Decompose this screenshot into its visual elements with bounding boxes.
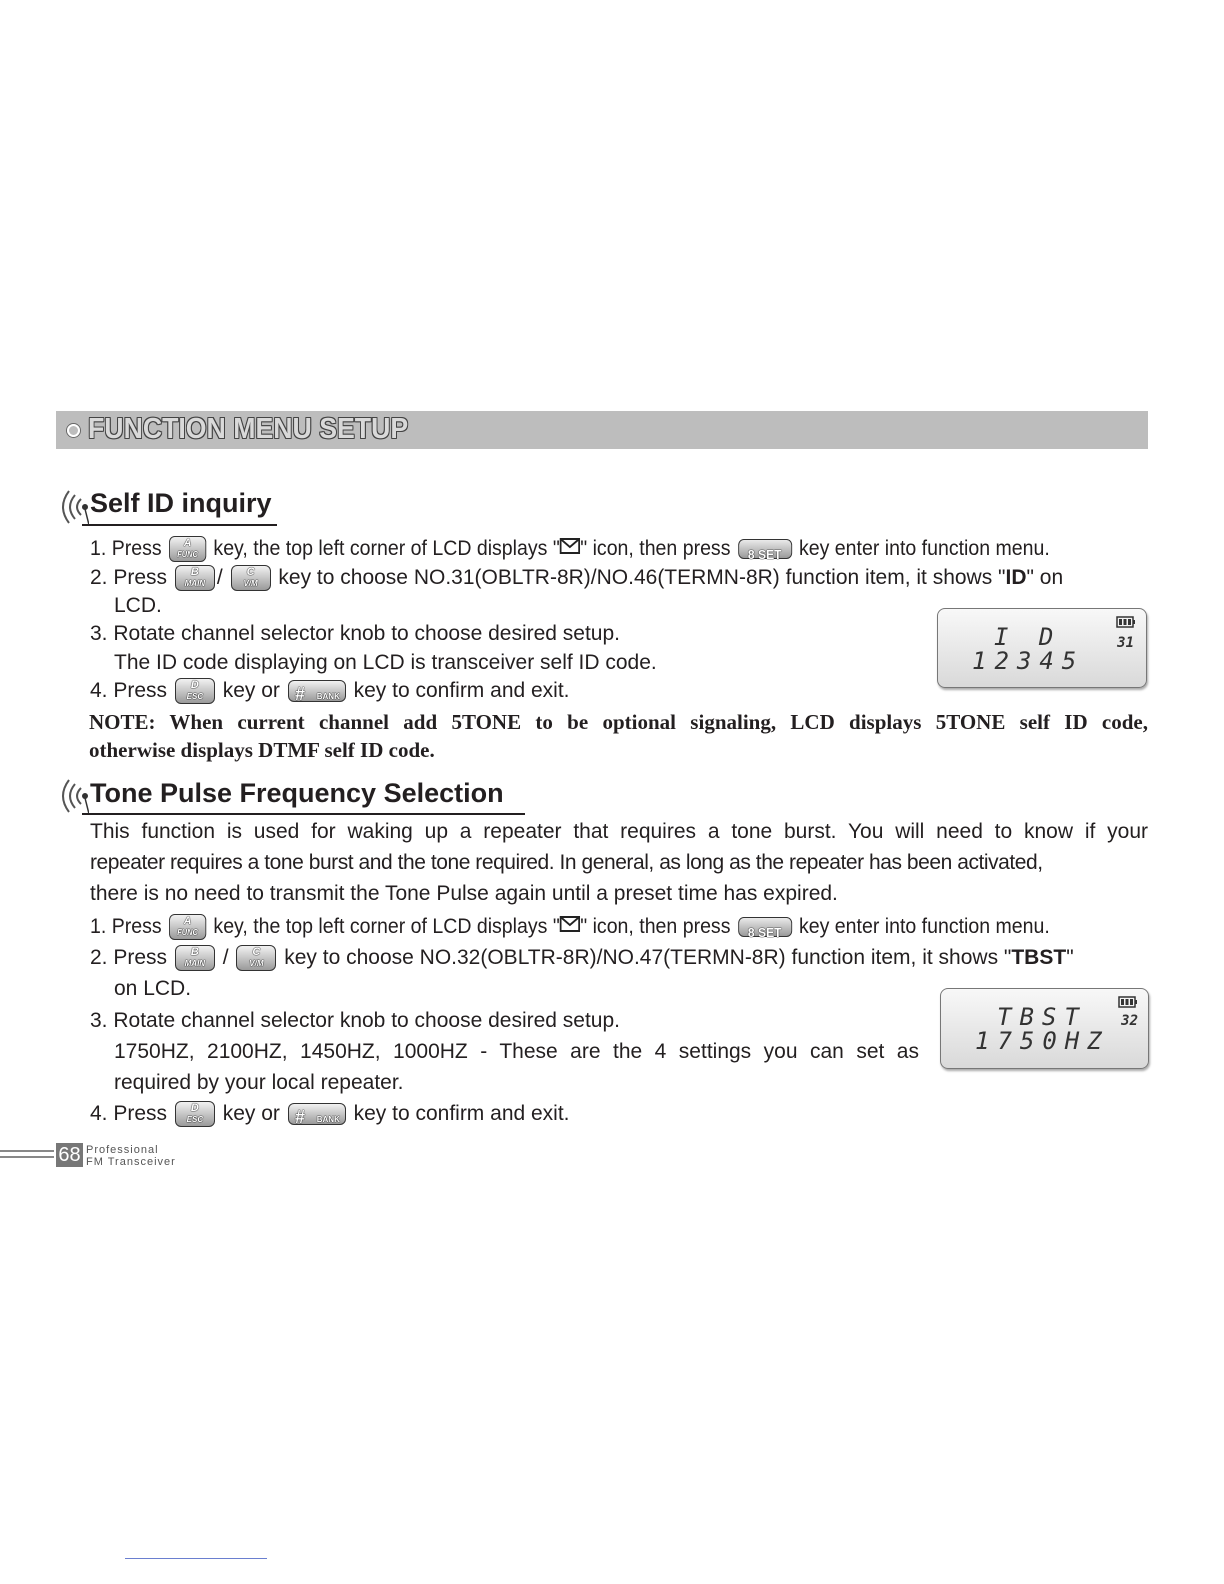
tone-pulse-step-3-detail-2: required by your local repeater. — [114, 1071, 404, 1094]
key-bottom-label: FUNC — [177, 550, 198, 560]
self-id-step-1 — [90, 536, 1050, 562]
set-key-icon — [738, 917, 792, 941]
key-label: 8 SET — [747, 547, 782, 563]
tone-pulse-intro-2: repeater requires a tone burst and the tone required. In general, as long as the repeater has been activated, — [90, 851, 1043, 874]
key-top-label: B — [190, 566, 199, 579]
section-underline — [82, 524, 277, 526]
tone-pulse-intro-3: there is no need to transmit the Tone Pulse again until a preset time has expired. — [90, 882, 838, 905]
step-text: 1. Press — [90, 915, 162, 938]
lcd-menu-number: 32 — [1121, 1013, 1138, 1029]
self-id-step-3: 3. Rotate channel selector knob to choose desired setup. — [90, 622, 621, 645]
step-text: key enter into function menu. — [798, 915, 1050, 938]
key-bottom-label: ESC — [186, 692, 204, 702]
key-label: 8 SET — [747, 925, 782, 941]
key-top-label: A — [183, 537, 192, 550]
key-bottom-label: V/M — [249, 959, 264, 969]
key-bottom-label: V/M — [243, 579, 258, 589]
d-esc-key-icon — [175, 678, 215, 704]
self-id-step-2 — [90, 565, 1063, 591]
page-number: 68 — [56, 1143, 83, 1167]
step-text: key to choose NO.32(OBLTR-8R)/NO.47(TERMN-8R) function item, it shows " — [284, 946, 1012, 969]
lcd-line-1: I D — [994, 623, 1062, 651]
page-title: FUNCTION MENU SETUP — [88, 413, 409, 445]
hash-bank-key-icon — [288, 1103, 346, 1128]
lcd-line-2: 12345 — [972, 647, 1085, 675]
tone-pulse-step-2-cont: on LCD. — [114, 977, 192, 1000]
self-id-step-4 — [90, 678, 570, 704]
key-sub-label: BANK — [316, 692, 340, 702]
self-id-step-2-cont: LCD. — [114, 594, 162, 617]
step-text: 1. Press — [90, 537, 162, 560]
step-text: 2. Press — [90, 946, 168, 969]
step-text: 4. Press — [90, 1102, 168, 1125]
battery-icon — [1118, 995, 1138, 1013]
step-text: " icon, then press — [580, 915, 731, 938]
step-text: key enter into function menu. — [798, 537, 1050, 560]
lcd-line-2: 1750HZ — [975, 1027, 1110, 1055]
step-text: 4. Press — [90, 679, 168, 702]
b-main-key-icon — [175, 945, 215, 971]
radio-wave-icon — [55, 487, 89, 534]
step-text: / — [216, 566, 223, 589]
key-sub-label: BANK — [316, 1115, 340, 1125]
c-vm-key-icon — [236, 945, 276, 971]
key-bottom-label: FUNC — [177, 928, 198, 938]
banner-bullet-icon — [67, 424, 80, 437]
step-text: " on — [1026, 566, 1064, 589]
key-top-label: C — [246, 566, 255, 579]
step-text: key, the top left corner of LCD displays " — [213, 537, 560, 560]
lcd-keyword: TBST — [1011, 946, 1067, 969]
step-text: key to confirm and exit. — [353, 679, 570, 702]
lcd-display-tbst — [940, 988, 1149, 1069]
envelope-icon — [560, 914, 580, 940]
footnote-rule — [125, 1558, 267, 1559]
lcd-display-id — [937, 608, 1147, 688]
hash-bank-key-icon — [288, 680, 346, 705]
tone-pulse-step-2 — [90, 945, 1074, 971]
section-title-self-id: Self ID inquiry — [90, 488, 272, 518]
d-esc-key-icon — [175, 1101, 215, 1127]
battery-icon — [1116, 615, 1136, 633]
tone-pulse-step-3: 3. Rotate channel selector knob to choose desired setup. — [90, 1009, 621, 1032]
footer-line-2: FM Transceiver — [86, 1156, 176, 1168]
envelope-icon — [560, 536, 580, 562]
self-id-step-3-detail: The ID code displaying on LCD is transceiver self ID code. — [114, 651, 657, 674]
footer-line-1: Professional — [86, 1144, 159, 1156]
footer-rule — [0, 1156, 54, 1158]
lcd-menu-number: 31 — [1117, 635, 1134, 651]
step-text: 2. Press — [90, 566, 168, 589]
tone-pulse-step-3-detail: 1750HZ, 2100HZ, 1450HZ, 1000HZ - These are the 4 settings you can set as — [114, 1040, 919, 1063]
key-top-label: A — [183, 915, 192, 928]
key-label: # — [294, 684, 305, 705]
radio-wave-icon — [55, 776, 89, 823]
step-text: key to choose NO.31(OBLTR-8R)/NO.46(TERMN-8R) function item, it shows " — [278, 566, 1006, 589]
key-top-label: D — [190, 679, 199, 692]
step-text: key to confirm and exit. — [353, 1102, 570, 1125]
step-text: " icon, then press — [580, 537, 731, 560]
note-line-2: otherwise displays DTMF self ID code. — [89, 738, 435, 762]
lcd-line-1: TBST — [997, 1003, 1087, 1031]
footer-rule — [0, 1150, 54, 1152]
c-vm-key-icon — [231, 565, 271, 591]
key-top-label: D — [190, 1102, 199, 1115]
tone-pulse-step-4 — [90, 1101, 570, 1127]
a-func-key-icon — [169, 536, 206, 562]
key-bottom-label: ESC — [186, 1115, 204, 1125]
lcd-keyword: ID — [1005, 566, 1027, 589]
step-text: / — [222, 946, 229, 969]
step-text: key or — [222, 679, 280, 702]
section-underline — [82, 813, 525, 815]
step-text: " — [1066, 946, 1074, 969]
step-text: key, the top left corner of LCD displays " — [213, 915, 560, 938]
key-top-label: B — [190, 946, 199, 959]
key-label: # — [294, 1107, 305, 1128]
tone-pulse-intro-1: This function is used for waking up a repeater that requires a tone burst. You will need to know if your — [90, 820, 1148, 843]
note-line-1: NOTE: When current channel add 5TONE to be optional signaling, LCD displays 5TONE self ID code, — [89, 710, 1148, 734]
key-bottom-label: MAIN — [184, 579, 206, 589]
section-title-tone-pulse: Tone Pulse Frequency Selection — [90, 778, 504, 808]
step-text: key or — [222, 1102, 280, 1125]
tone-pulse-step-1 — [90, 914, 1050, 940]
key-bottom-label: MAIN — [184, 959, 206, 969]
b-main-key-icon — [175, 565, 215, 591]
set-key-icon — [738, 539, 792, 563]
key-top-label: C — [252, 946, 261, 959]
a-func-key-icon — [169, 914, 206, 940]
